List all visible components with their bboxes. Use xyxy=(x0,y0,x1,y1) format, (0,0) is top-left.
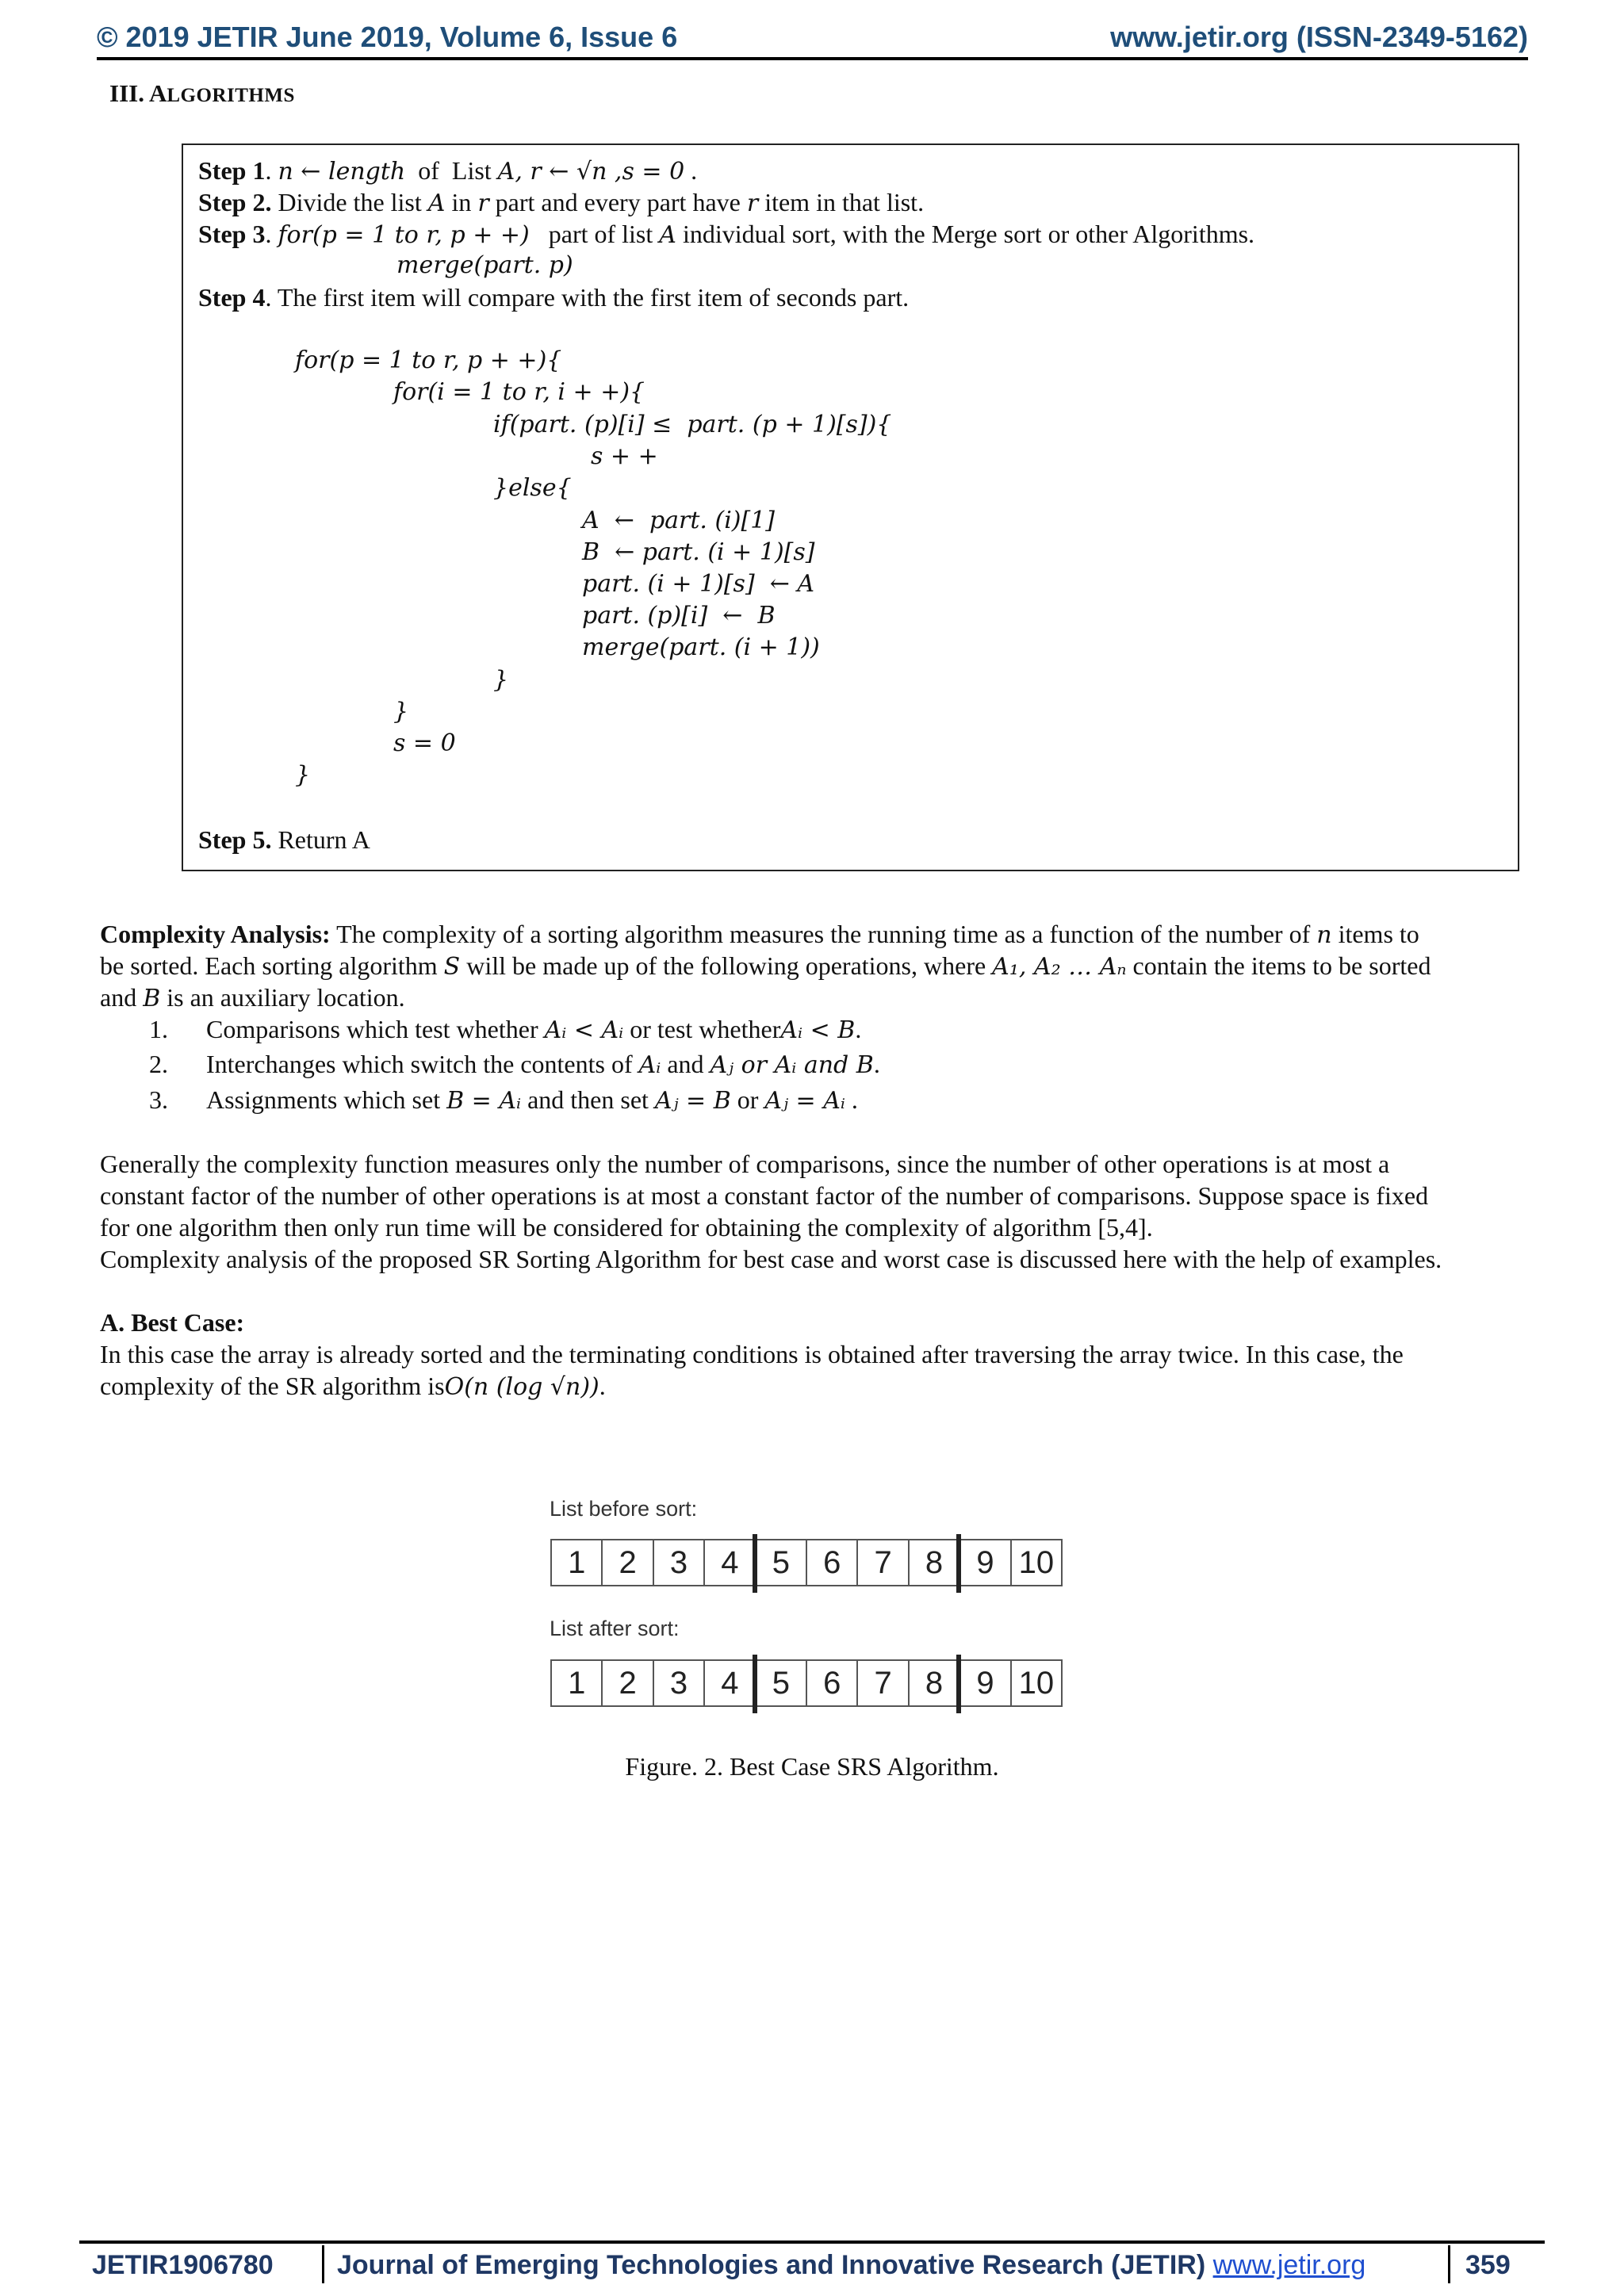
code-line: A ← part. (i)[1] xyxy=(582,507,776,534)
paragraph-line: Complexity analysis of the proposed SR Sorting Algorithm for best case and worst case is discussed here with the help of examples. xyxy=(100,1245,1442,1273)
page-number: 359 xyxy=(1465,2250,1511,2280)
list-cell: 1 xyxy=(550,1539,603,1586)
list-cell: 9 xyxy=(959,1659,1011,1707)
list-cell: 6 xyxy=(806,1659,858,1707)
header-citation: © 2019 JETIR June 2019, Volume 6, Issue 6 xyxy=(97,21,678,53)
list-cell: 8 xyxy=(908,1659,960,1707)
best-case-line-2: complexity of the SR algorithm isO(n (log √n)). xyxy=(100,1372,606,1401)
list-item: 3. Assignments which set B = Aᵢ and then set Aⱼ = B or Aⱼ = Aᵢ . xyxy=(149,1085,858,1115)
page-footer xyxy=(79,2245,1545,2285)
code-line: merge(part. (i + 1)) xyxy=(582,633,820,661)
footer-rule xyxy=(79,2241,1545,2244)
list-cell: 4 xyxy=(703,1539,756,1586)
list-cell: 1 xyxy=(550,1659,603,1707)
list-cell: 2 xyxy=(601,1659,653,1707)
algo-step-3-merge: merge(part. p) xyxy=(396,251,573,279)
algo-step-3: Step 3. for(p = 1 to r, p + +) part of list A individual sort, with the Merge sort or other Algorithms. xyxy=(198,220,1255,249)
footer-link[interactable]: www.jetir.org xyxy=(1212,2250,1366,2280)
list-cell: 8 xyxy=(908,1539,960,1586)
code-line: } xyxy=(393,698,409,725)
footer-paper-id: JETIR1906780 xyxy=(92,2250,274,2280)
code-line: s + + xyxy=(591,442,658,470)
code-line: } xyxy=(493,666,509,694)
figure-caption: Figure. 2. Best Case SRS Algorithm. xyxy=(625,1752,999,1781)
list-cell: 10 xyxy=(1010,1659,1063,1707)
best-case-heading: A. Best Case: xyxy=(100,1308,245,1337)
footer-divider xyxy=(1448,2245,1450,2283)
header-website: www.jetir.org (ISSN-2349-5162) xyxy=(1110,21,1528,53)
list-cell: 7 xyxy=(856,1539,909,1586)
algo-step-2: Step 2. Divide the list A in r part and every part have r item in that list. xyxy=(198,188,925,217)
list-cell: 3 xyxy=(653,1539,705,1586)
list-after-cells xyxy=(550,1659,1063,1709)
algo-step-1: Step 1. n ← length of List A, r ← √n ,s = 0 . xyxy=(198,156,698,186)
best-case-line-1: In this case the array is already sorted and the terminating conditions is obtained after traversing the array twice. In this case, the xyxy=(100,1340,1404,1368)
code-line: s = 0 xyxy=(393,729,456,757)
complexity-line-3: and B is an auxiliary location. xyxy=(100,983,405,1012)
list-cell: 6 xyxy=(806,1539,858,1586)
paragraph-line: Generally the complexity function measures only the number of comparisons, since the number of other operations is at most a xyxy=(100,1150,1390,1178)
paragraph-line: constant factor of the number of other operations is at most a constant factor of the number of comparisons. Suppose space is fixed xyxy=(100,1181,1429,1210)
code-line: part. (p)[i] ← B xyxy=(582,602,776,629)
list-cell: 5 xyxy=(755,1659,807,1707)
list-before-cells xyxy=(550,1539,1063,1588)
code-line: for(p = 1 to r, p + +){ xyxy=(295,346,562,374)
list-item: 1. Comparisons which test whether Aᵢ < Aᵢ or test whetherAᵢ < B. xyxy=(149,1015,862,1044)
list-cell: 9 xyxy=(959,1539,1011,1586)
list-item: 2. Interchanges which switch the contents of Aᵢ and Aⱼ or Aᵢ and B. xyxy=(149,1050,880,1079)
list-cell: 7 xyxy=(856,1659,909,1707)
algorithm-box xyxy=(182,144,1519,871)
list-cell: 2 xyxy=(601,1539,653,1586)
code-line: B ← part. (i + 1)[s] xyxy=(582,538,815,566)
list-cell: 3 xyxy=(653,1659,705,1707)
section-heading: III. ALGORITHMS xyxy=(109,79,295,107)
algo-step-4: Step 4. The first item will compare with the first item of seconds part. xyxy=(198,283,910,312)
footer-divider xyxy=(322,2245,324,2283)
page-header xyxy=(97,17,1528,59)
footer-journal: Journal of Emerging Technologies and Innovative Research (JETIR) www.jetir.org xyxy=(337,2250,1366,2280)
list-before-label: List before sort: xyxy=(550,1497,698,1521)
algo-step-5: Step 5. Return A xyxy=(198,825,370,854)
code-line: part. (i + 1)[s] ← A xyxy=(582,570,815,598)
complexity-line-2: be sorted. Each sorting algorithm S will be made up of the following operations, where A₁, A₂ … Aₙ contain the items to be sorted xyxy=(100,951,1431,981)
list-cell: 4 xyxy=(703,1659,756,1707)
header-rule xyxy=(97,57,1528,60)
list-cell: 5 xyxy=(755,1539,807,1586)
list-cell: 10 xyxy=(1010,1539,1063,1586)
code-line: for(i = 1 to r, i + +){ xyxy=(393,378,645,406)
code-line: if(part. (p)[i] ≤ part. (p + 1)[s]){ xyxy=(493,411,892,438)
code-line: }else{ xyxy=(493,474,572,502)
paragraph-line: for one algorithm then only run time will be considered for obtaining the complexity of algorithm [5,4]. xyxy=(100,1213,1153,1242)
code-line: } xyxy=(295,761,311,789)
list-after-label: List after sort: xyxy=(550,1617,680,1640)
complexity-line-1: Complexity Analysis: The complexity of a sorting algorithm measures the running time as a function of the number of n items to xyxy=(100,920,1419,949)
